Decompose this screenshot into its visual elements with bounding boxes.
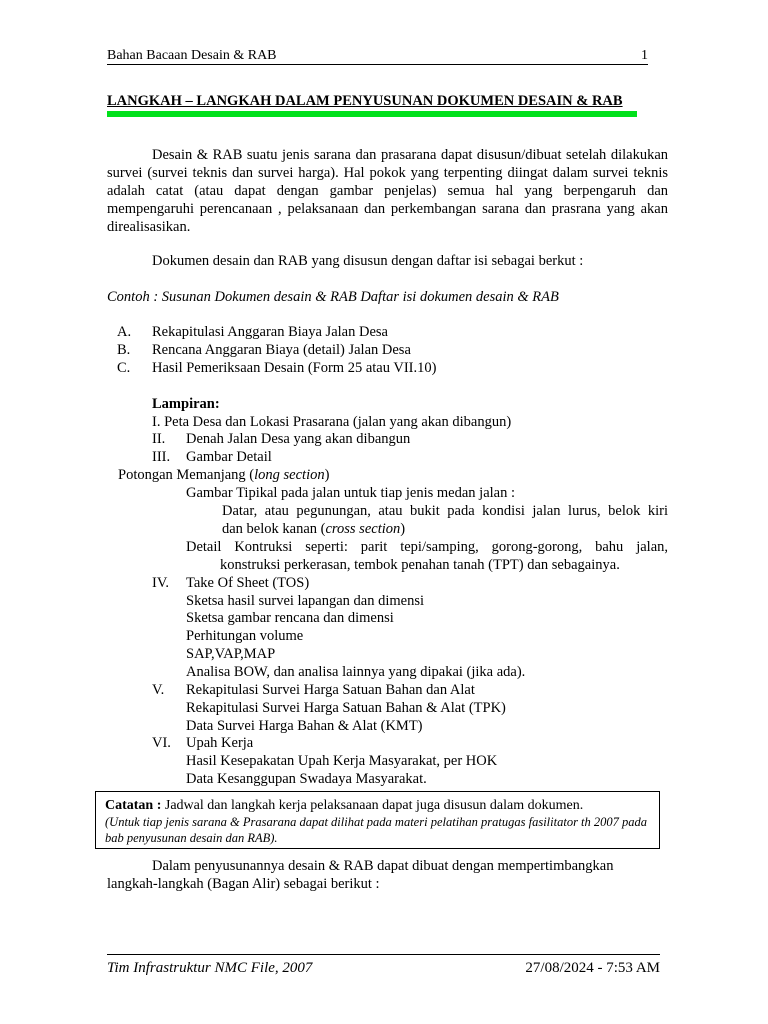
datar-line-1: Datar, atau pegunungan, atau bukit pada kondisi jalan lurus, belok kiri [222,503,668,519]
page-number: 1 [641,48,648,63]
header-rule [107,64,648,65]
detail-line-1: Detail Kontruksi seperti: parit tepi/samping, gorong-gorong, bahu jalan, [186,539,668,555]
footer-right: 27/08/2024 - 7:53 AM [525,960,660,976]
example-caption: Contoh : Susunan Dokumen desain & RAB Daftar isi dokumen desain & RAB [107,289,559,305]
lampiran-item-4-line: Sketsa hasil survei lapangan dan dimensi [186,593,424,609]
lampiran-item-4-line: SAP,VAP,MAP [186,646,276,662]
lampiran-item-6-line: Data Kesanggupan Swadaya Masyarakat. [186,771,427,787]
lampiran-marker-2: II. [152,431,166,447]
lampiran-item-4-line: Sketsa gambar rencana dan dimensi [186,610,394,626]
doc-intro-text: Dokumen desain dan RAB yang disusun dengan daftar isi sebagai berkut : [152,253,584,269]
detail-line-2: konstruksi perkerasan, tembok penahan tanah (TPT) dan sebagainya. [220,557,620,573]
list-item-b: Rencana Anggaran Biaya (detail) Jalan Desa [152,342,411,358]
lampiran-item-5-line: Rekapitulasi Survei Harga Satuan Bahan dan Alat [186,682,475,698]
lampiran-marker-3: III. [152,449,171,465]
lampiran-item-5-line: Data Survei Harga Bahan & Alat (KMT) [186,718,423,734]
lampiran-heading: Lampiran: [152,396,220,412]
note-label: Catatan : [105,798,162,813]
lampiran-marker-4: IV. [152,575,170,591]
lampiran-item-2: Denah Jalan Desa yang akan dibangun [186,431,411,447]
lampiran-item-4-line: Analisa BOW, dan analisa lainnya yang dipakai (jika ada). [186,664,526,680]
list-marker-a: A. [117,324,132,340]
note-italic: (Untuk tiap jenis sarana & Prasarana dapat dilihat pada materi pelatihan pratugas fasilitator th 2007 pada bab penyusunan desain dan RAB). [105,815,648,845]
title-accent-bar [107,111,637,117]
header-title: Bahan Bacaan Desain & RAB [107,48,277,63]
lampiran-item-3: Gambar Detail [186,449,272,465]
lampiran-marker-6: VI. [152,735,171,751]
lampiran-item-6-line: Upah Kerja [186,735,254,751]
lampiran-item-4-line: Perhitungan volume [186,628,304,644]
list-item-c: Hasil Pemeriksaan Desain (Form 25 atau VII.10) [152,360,437,376]
lampiran-item-4-line: Take Of Sheet (TOS) [186,575,310,591]
list-marker-c: C. [117,360,131,376]
footer-left: Tim Infrastruktur NMC File, 2007 [107,960,313,976]
datar-line-2: dan belok kanan (cross section) [222,521,406,537]
potongan-memanjang: Potongan Memanjang (long section) [118,467,330,483]
note-box [95,791,660,849]
gambar-tipikal: Gambar Tipikal pada jalan untuk tiap jenis medan jalan : [186,485,515,501]
document-title: LANGKAH – LANGKAH DALAM PENYUSUNAN DOKUMEN DESAIN & RAB [107,93,623,109]
lampiran-item-6-line: Hasil Kesepakatan Upah Kerja Masyarakat, per HOK [186,753,498,769]
note-text: Jadwal dan langkah kerja pelaksanaan dapat juga disusun dalam dokumen. [161,798,584,813]
list-item-a: Rekapitulasi Anggaran Biaya Jalan Desa [152,324,388,340]
lampiran-marker-5: V. [152,682,165,698]
closing-paragraph: Dalam penyusunannya desain & RAB dapat dibuat dengan mempertimbangkan langkah-langkah (Bagan Alir) sebagai berikut : [107,858,614,892]
lampiran-item-5-line: Rekapitulasi Survei Harga Satuan Bahan & Alat (TPK) [186,700,506,716]
intro-paragraph: Desain & RAB suatu jenis sarana dan prasarana dapat disusun/dibuat setelah dilakukan survei (survei teknis dan survei harga). Hal pokok yang terpenting diingat dalam survei teknis adalah catat (atau dapat dengan gambar penjelas) semua hal yang berpengaruh dan mempengaruhi perencanaan , pelaksanaan dan perkembangan sarana dan prasrana yang akan direalisasikan. [107,147,668,235]
lampiran-item-1: I. Peta Desa dan Lokasi Prasarana (jalan yang akan dibangun) [152,414,512,430]
note-main [105,797,650,814]
footer-rule [107,954,660,955]
list-marker-b: B. [117,342,131,358]
